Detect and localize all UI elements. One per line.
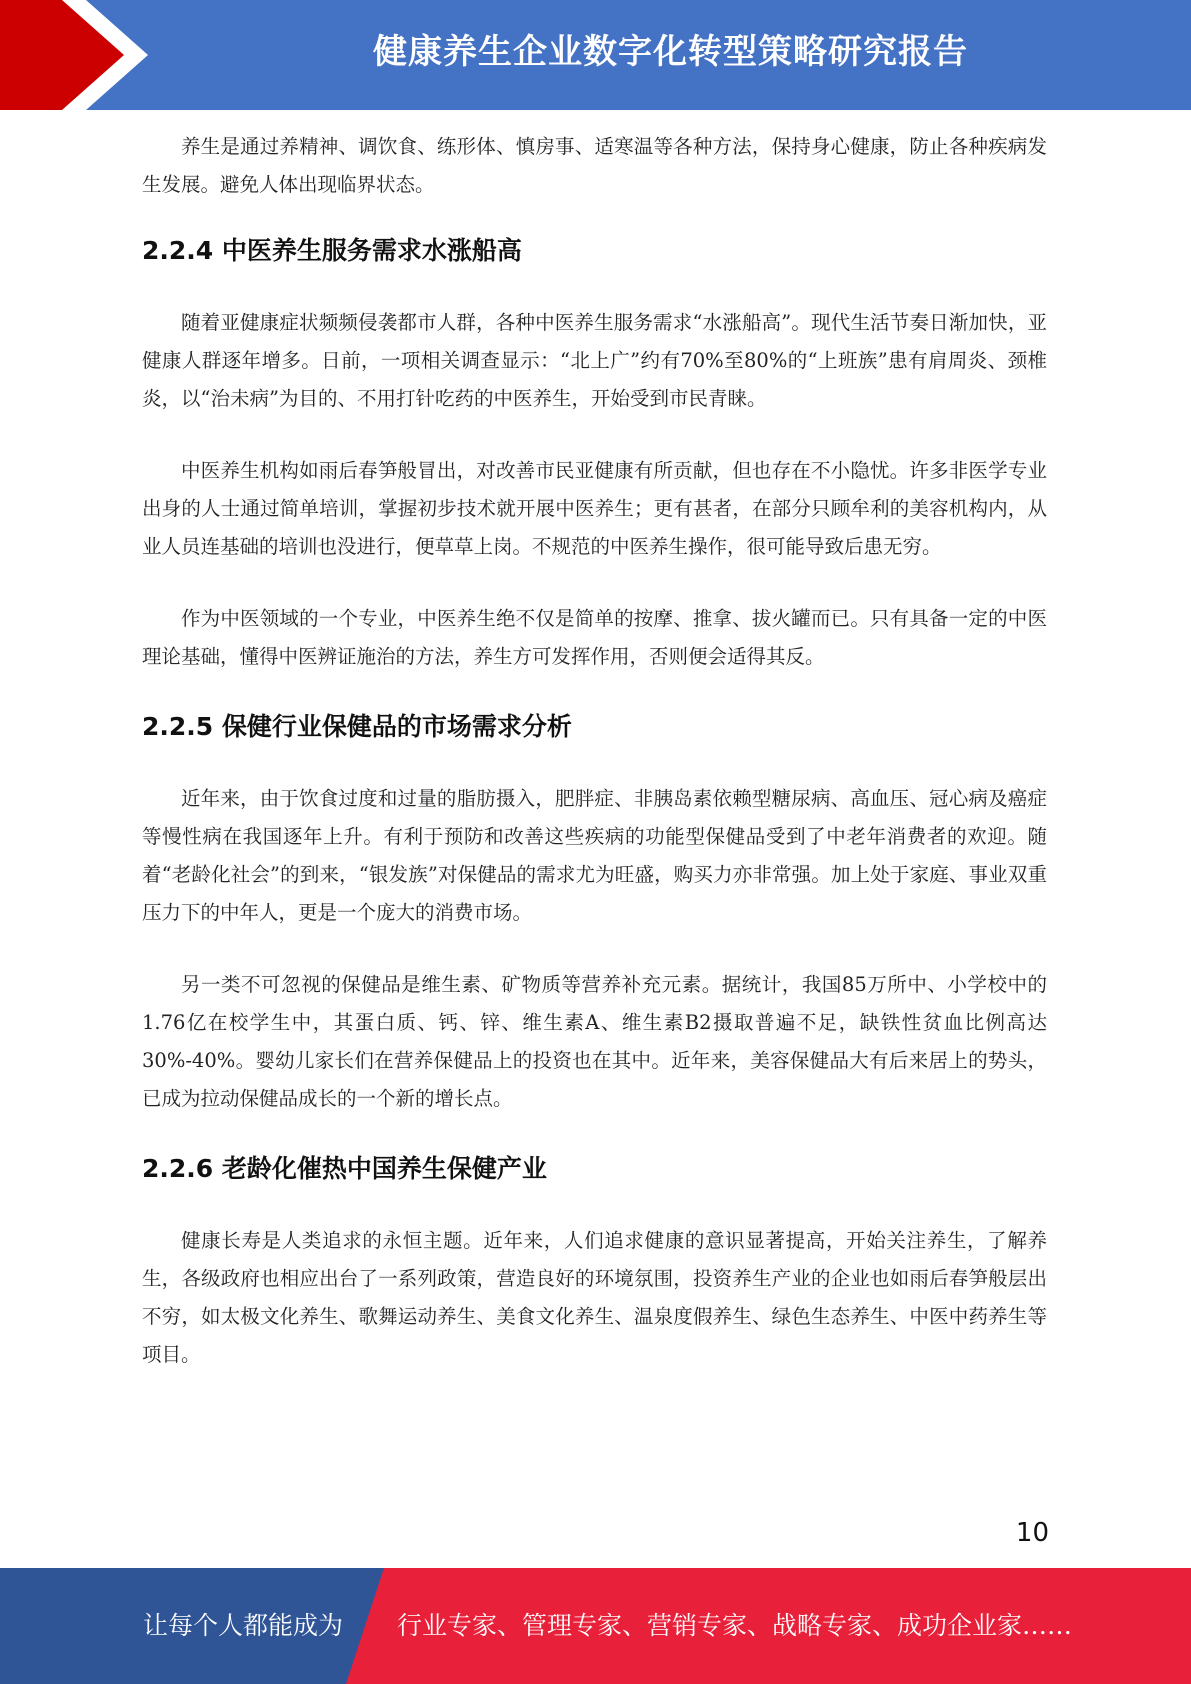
section-heading-2-2-5: 2.2.5 保健行业保健品的市场需求分析: [142, 712, 572, 741]
section-heading-2-2-6: 2.2.6 老龄化催热中国养生保健产业: [142, 1154, 547, 1183]
footer-slogan-right: 行业专家、管理专家、营销专家、战略专家、成功企业家……: [397, 1611, 1073, 1640]
page-footer: [0, 1568, 1191, 1684]
paragraph: 另一类不可忽视的保健品是维生素、矿物质等营养补充元素。据统计，我国85万所中、小学校中的1.76亿在校学生中，其蛋白质、钙、锌、维生素A、维生素B2摄取普遍不足，缺铁性贫血比例高达30%-40%。婴幼儿家长们在营养保健品上的投资也在其中。近年来，美容保健品大有后来居上的势头，已成为拉动保健品成长的一个新的增长点。: [142, 973, 1047, 1110]
paragraph: 健康长寿是人类追求的永恒主题。近年来，人们追求健康的意识显著提高，开始关注养生，了解养生，各级政府也相应出台了一系列政策，营造良好的环境氛围，投资养生产业的企业也如雨后春笋般层出不穷，如太极文化养生、歌舞运动养生、美食文化养生、温泉度假养生、绿色生态养生、中医中药养生等项目。: [142, 1229, 1047, 1366]
paragraph: 作为中医领域的一个专业，中医养生绝不仅是简单的按摩、推拿、拔火罐而已。只有具备一定的中医理论基础，懂得中医辨证施治的方法，养生方可发挥作用，否则便会适得其反。: [142, 607, 1047, 668]
header-title: 健康养生企业数字化转型策略研究报告: [373, 32, 968, 72]
paragraph: 随着亚健康症状频频侵袭都市人群，各种中医养生服务需求“水涨船高”。现代生活节奏日渐加快，亚健康人群逐年增多。日前，一项相关调查显示：“北上广”约有70%至80%的“上班族”患有肩周炎、颈椎炎，以“治未病”为目的、不用打针吃药的中医养生，开始受到市民青睐。: [142, 311, 1047, 410]
footer-slogan-left: 让每个人都能成为: [143, 1611, 344, 1640]
page-content: [142, 128, 1047, 1408]
paragraph: 中医养生机构如雨后春笋般冒出，对改善市民亚健康有所贡献，但也存在不小隐忧。许多非医学专业出身的人士通过简单培训，掌握初步技术就开展中医养生；更有甚者，在部分只顾牟利的美容机构内，从业人员连基础的培训也没进行，便草草上岗。不规范的中医养生操作，很可能导致后患无穷。: [142, 459, 1047, 558]
page-number: 10: [1015, 1518, 1049, 1548]
section-heading-2-2-4: 2.2.4 中医养生服务需求水涨船高: [142, 236, 522, 265]
page-header: [0, 0, 1191, 110]
paragraph: 近年来，由于饮食过度和过量的脂肪摄入，肥胖症、非胰岛素依赖型糖尿病、高血压、冠心病及癌症等慢性病在我国逐年上升。有利于预防和改善这些疾病的功能型保健品受到了中老年消费者的欢迎。随着“老龄化社会”的到来，“银发族”对保健品的需求尤为旺盛，购买力亦非常强。加上处于家庭、事业双重压力下的中年人，更是一个庞大的消费市场。: [142, 787, 1047, 924]
intro-paragraph: 养生是通过养精神、调饮食、练形体、慎房事、适寒温等各种方法，保持身心健康，防止各种疾病发生发展。避免人体出现临界状态。: [142, 135, 1047, 196]
